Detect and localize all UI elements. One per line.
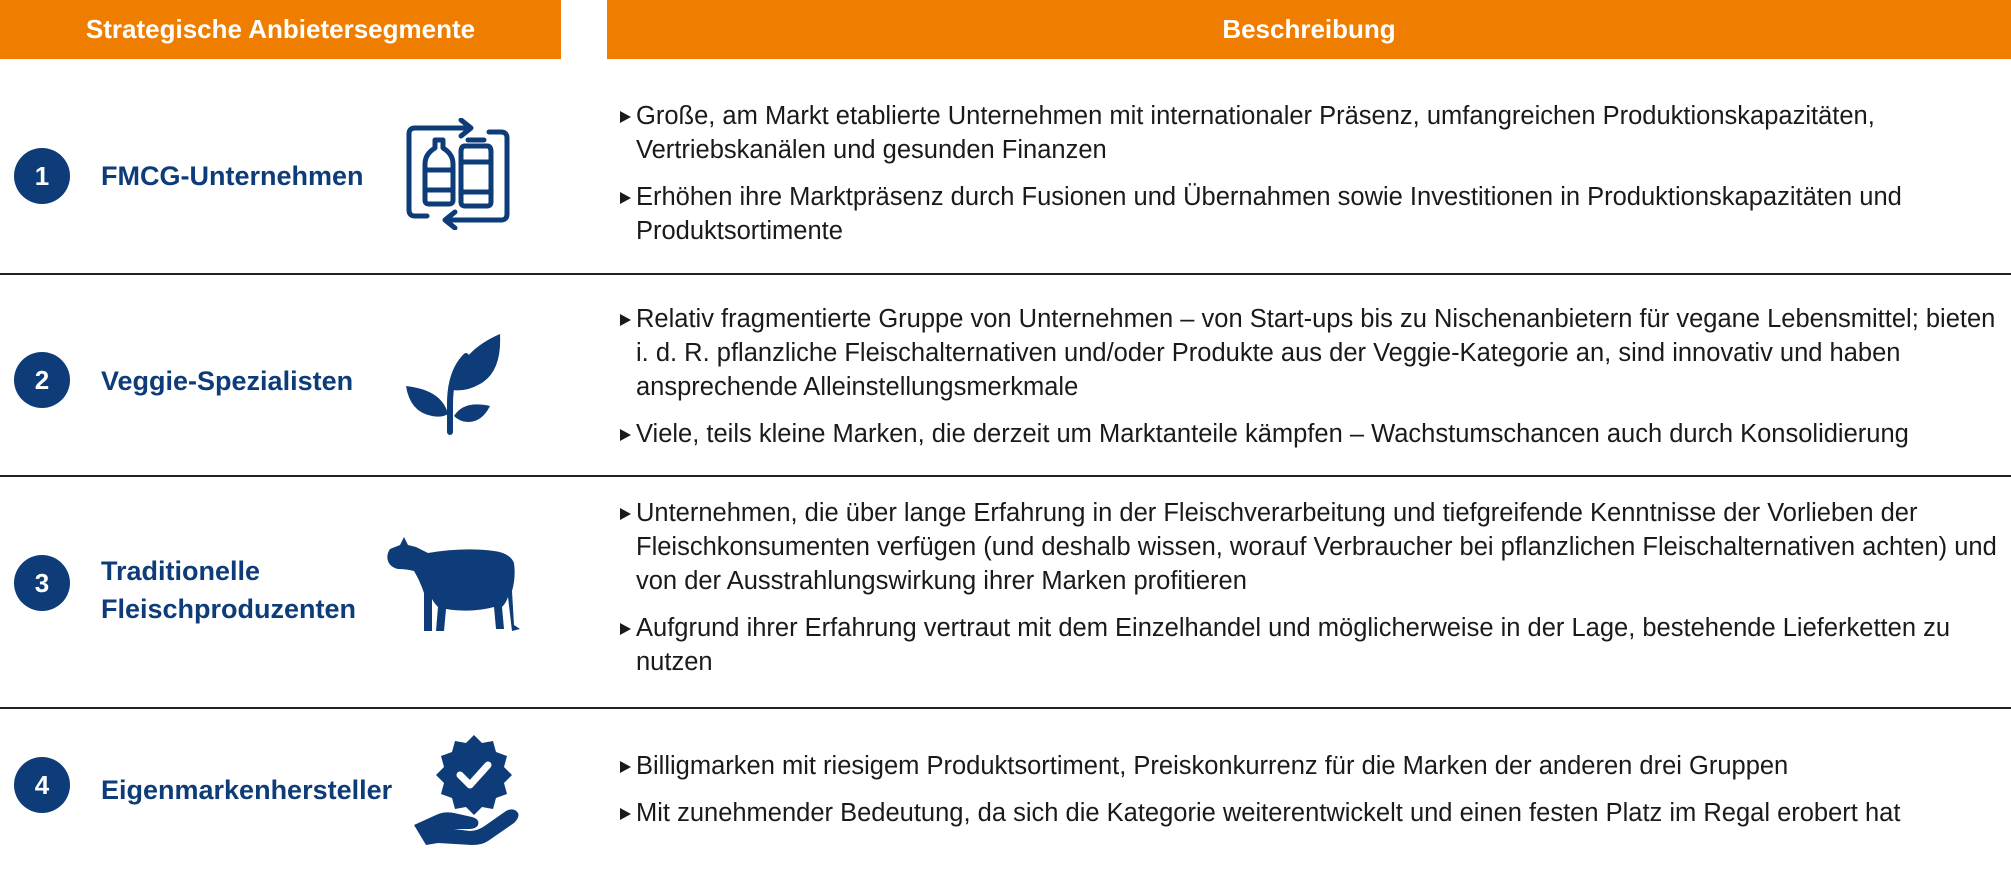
- cow-icon: [384, 533, 524, 642]
- bottles-exchange-icon: [405, 118, 511, 235]
- hand-badge-check-icon: [412, 733, 520, 850]
- description-bullet: Relativ fragmentierte Gruppe von Unternehmen – von Start-ups bis zu Nischenanbietern für vegane Lebensmittel; bieten i. d. R. pflanzliche Fleischalternativen und/oder Produkte aus der Veggie-Kategorie an, sind innovativ und haben ansprechende Alleinstellungsmerkmale: [618, 302, 2008, 404]
- segment-name: Veggie-Spezialisten: [101, 366, 354, 396]
- plant-icon: [402, 332, 506, 441]
- header-description: Beschreibung: [607, 0, 2011, 59]
- description-bullet: Viele, teils kleine Marken, die derzeit um Marktanteile kämpfen – Wachstumschancen auch durch Konsolidierung: [618, 417, 2008, 451]
- description-bullet: Große, am Markt etablierte Unternehmen mit internationaler Präsenz, umfangreichen Produktionskapazitäten, Vertriebskanälen und gesunden Finanzen: [618, 99, 2008, 167]
- description-list: [618, 302, 2008, 464]
- segment-number-badge: 2: [14, 352, 70, 408]
- description-list: [618, 99, 2008, 261]
- row-divider: [0, 707, 2011, 709]
- row-divider: [0, 475, 2011, 477]
- segment-number-badge: 4: [14, 757, 70, 813]
- segment-name: Traditionelle Fleischproduzenten: [101, 556, 357, 624]
- segment-number-badge: 1: [14, 148, 70, 204]
- description-bullet: Mit zunehmender Bedeutung, da sich die Kategorie weiterentwickelt und einen festen Platz im Regal erobert hat: [618, 796, 2008, 830]
- description-list: [618, 496, 2008, 692]
- description-bullet: Unternehmen, die über lange Erfahrung in der Fleischverarbeitung und tiefgreifende Kenntnisse der Vorlieben der Fleischkonsumenten verfügen (und deshalb wissen, worauf Verbraucher bei pflanzlichen Fleischalternativen achten) und von der Ausstrahlungswirkung ihrer Marken profitieren: [618, 496, 2008, 598]
- description-bullet: Billigmarken mit riesigem Produktsortiment, Preiskonkurrenz für die Marken der anderen drei Gruppen: [618, 749, 2008, 783]
- row-divider: [0, 273, 2011, 275]
- description-bullet: Erhöhen ihre Marktpräsenz durch Fusionen und Übernahmen sowie Investitionen in Produktionskapazitäten und Produktsortimente: [618, 180, 2008, 248]
- segment-name: Eigenmarkenhersteller: [101, 775, 393, 805]
- segment-number-badge: 3: [14, 555, 70, 611]
- header-segments: Strategische Anbietersegmente: [0, 0, 561, 59]
- description-bullet: Aufgrund ihrer Erfahrung vertraut mit dem Einzelhandel und möglicherweise in der Lage, bestehende Lieferketten zu nutzen: [618, 611, 2008, 679]
- segment-name: FMCG-Unternehmen: [101, 161, 364, 191]
- description-list: [618, 749, 2008, 843]
